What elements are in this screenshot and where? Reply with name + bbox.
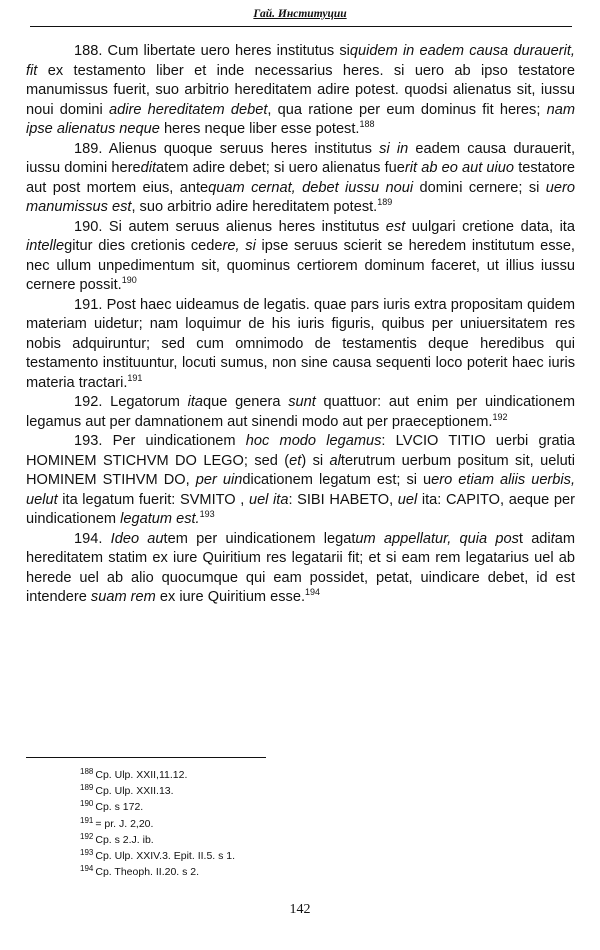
- italic-text: intelle: [26, 238, 65, 254]
- paragraph-190: [26, 218, 575, 296]
- italic-text: est: [385, 218, 406, 235]
- italic-text: ita: [187, 394, 204, 410]
- paragraph-number: 190.: [74, 218, 103, 235]
- paragraph-number: 191.: [74, 296, 103, 313]
- italic-text: si in: [379, 140, 409, 157]
- text: domini cernere; si: [413, 179, 546, 196]
- text: Per uindicationem: [102, 433, 246, 449]
- footnote-reference: 190: [121, 275, 137, 285]
- footnote-text: Cp. Theoph. II.20. s 2.: [95, 866, 200, 879]
- page-number: 142: [289, 902, 311, 917]
- text: atem adire debet; si uero alienatus fue: [156, 160, 405, 176]
- footnote-divider: [26, 757, 266, 758]
- italic-text: nam ipse alienatus neque: [26, 101, 575, 137]
- text: testatore aut post mortem eius, ante: [26, 160, 575, 196]
- footnote-reference: 189: [377, 197, 393, 207]
- footnote-text: Cp. Ulp. XXII.13.: [95, 785, 174, 798]
- text: Legatorum: [102, 394, 188, 410]
- footnote-text: Cp. s 2.J. ib.: [95, 833, 154, 846]
- text: ) si: [301, 452, 330, 469]
- text: ipse seruus scierit se heredem institutum esse, nec ullum unpedimentum sit, quominus certiorem dominum faceret, ut illius iussu cernere possit.: [26, 238, 575, 293]
- italic-text: quam cernat, debet iussu noui: [208, 179, 414, 196]
- paragraph-192: [26, 393, 575, 432]
- footnote-text: Cp. s 172.: [95, 801, 144, 814]
- italic-text: uero manumissus est: [26, 179, 575, 215]
- footnote-number: 189: [80, 783, 94, 793]
- footnote-number: 190: [80, 799, 94, 809]
- footnote-reference: 191: [127, 372, 143, 383]
- text: Si autem seruus alienus heres institutus: [102, 218, 386, 235]
- footnote-reference: 194: [305, 587, 321, 597]
- footnote: [80, 816, 235, 832]
- footnote-number: 193: [80, 848, 94, 858]
- footnote-reference: 188: [359, 119, 375, 129]
- paragraph-188: [26, 42, 575, 140]
- text: heres neque liber esse potest.: [159, 121, 360, 137]
- text: : SIBI HABETO,: [288, 491, 398, 508]
- footnote: [80, 848, 235, 864]
- paragraph-number: 189.: [74, 140, 103, 157]
- italic-text: t: [550, 530, 555, 547]
- paragraph-191: [26, 296, 575, 394]
- italic-text: et: [289, 452, 302, 469]
- header-rule: [30, 26, 572, 27]
- italic-text: hoc modo legamus: [245, 433, 382, 449]
- footnote-number: 188: [80, 767, 94, 776]
- body-text: [26, 42, 575, 608]
- text: eadem causa durauerit, iussu domini here: [26, 140, 576, 176]
- text: terutrum uerbum positum sit, ueluti HOMINEM STIHVM DO,: [26, 452, 575, 488]
- footnote: [80, 832, 235, 848]
- text: , qua ratione per eum dominus fit heres;: [267, 101, 547, 118]
- italic-text: sunt: [288, 394, 316, 410]
- text: Cum libertate uero heres institutus si: [102, 43, 350, 59]
- italic-text: legatum est.: [120, 511, 200, 527]
- running-header: [0, 6, 600, 28]
- footnote: [80, 799, 235, 815]
- text: ex testamento liber et inde necessarius heres. si uero ab ipso testatore manumissus fuerit, suo arbitrio hereditatem adire potest. quodsi alienatus sit, iussu noui domini: [26, 62, 575, 118]
- footnote-number: 191: [80, 815, 94, 825]
- italic-text: per uin: [195, 472, 243, 488]
- text: am hereditatem statim ex iure Quiritium res legatarii fit; et si eam rem legatarius uel ab herede uel ab alio quocumque qui eam possidet, petat, uindicare debet, id est intendere: [26, 530, 576, 605]
- text: ex iure Quiritium esse.: [155, 589, 306, 605]
- text: : LVCIO TITIO uerbi gratia HOMINEM STICHVM DO LEGO; sed (: [26, 433, 576, 469]
- footnote-text: Cp. Ulp. XXII,11.12.: [95, 769, 188, 781]
- italic-text: uel ita: [248, 491, 289, 508]
- italic-text: um appellatur, quia pos: [355, 530, 519, 547]
- footnote: [80, 864, 235, 880]
- paragraph-number: 192.: [74, 394, 103, 410]
- text: ita: CAPITO, aeque per uindicationem: [26, 491, 575, 527]
- text: que genera: [203, 394, 289, 410]
- text: gitur dies cretionis cede: [64, 238, 223, 254]
- text: Alienus quoque seruus heres institutus: [102, 140, 380, 157]
- footnote-reference: 192: [492, 411, 508, 422]
- paragraph-number: 193.: [74, 433, 103, 449]
- footnote: [80, 767, 235, 783]
- header-title: Гай. Институции: [253, 8, 347, 20]
- italic-text: al: [329, 452, 341, 469]
- paragraph-193: [26, 432, 575, 530]
- paragraph-189: [26, 140, 575, 218]
- text: t adi: [518, 530, 551, 547]
- footnote-number: 192: [80, 831, 94, 841]
- text: uulgari cretione data, ita: [405, 218, 575, 235]
- text: quattuor: aut enim per uindicationem legamus aut per damnationem aut sinendi modo aut per praeceptionem.: [26, 394, 575, 430]
- italic-text: Ideo au: [110, 530, 164, 547]
- italic-text: adire hereditatem debet: [108, 101, 268, 118]
- text: tem per uindicationem legat: [163, 530, 356, 547]
- footnotes: [80, 767, 235, 880]
- italic-text: re, si: [222, 238, 256, 254]
- italic-text: rit ab eo aut uiuo: [404, 160, 515, 176]
- text: Post haec uideamus de legatis. quae pars iuris extra propositam quidem materiam uidetur; nam loquimur de his iuris figuris, quibus per uniuersitatem res nobis adquiruntur; sed cum omnimodo de testamentis deque heredibus qui testamento instituuntur, locuti sumus, non sine causa sequenti loco poterit haec iuris materia tractari.: [26, 296, 575, 391]
- italic-text: uel: [397, 491, 418, 508]
- text: , suo arbitrio adire hereditatem potest.: [131, 199, 378, 215]
- footnote-reference: 193: [199, 509, 215, 519]
- text: dicationem legatum est; si u: [242, 472, 432, 488]
- footnote-number: 194: [80, 864, 94, 874]
- text: [102, 531, 110, 547]
- footnote: [80, 783, 235, 799]
- italic-text: suam rem: [90, 589, 156, 605]
- paragraph-number: 188.: [74, 43, 103, 59]
- italic-text: quidem in eadem causa durauerit, fit: [26, 43, 575, 79]
- paragraph-194: [26, 530, 575, 608]
- paragraph-number: 194.: [74, 530, 103, 547]
- text: ita legatum fuerit: SVMITO ,: [57, 491, 249, 508]
- footnote-text: = pr. J. 2,20.: [95, 817, 154, 830]
- italic-text: ero etiam aliis uerbis, uelut: [26, 472, 576, 508]
- italic-text: dit: [140, 160, 157, 176]
- footnote-text: Cp. Ulp. XXIV.3. Epit. II.5. s 1.: [95, 850, 236, 863]
